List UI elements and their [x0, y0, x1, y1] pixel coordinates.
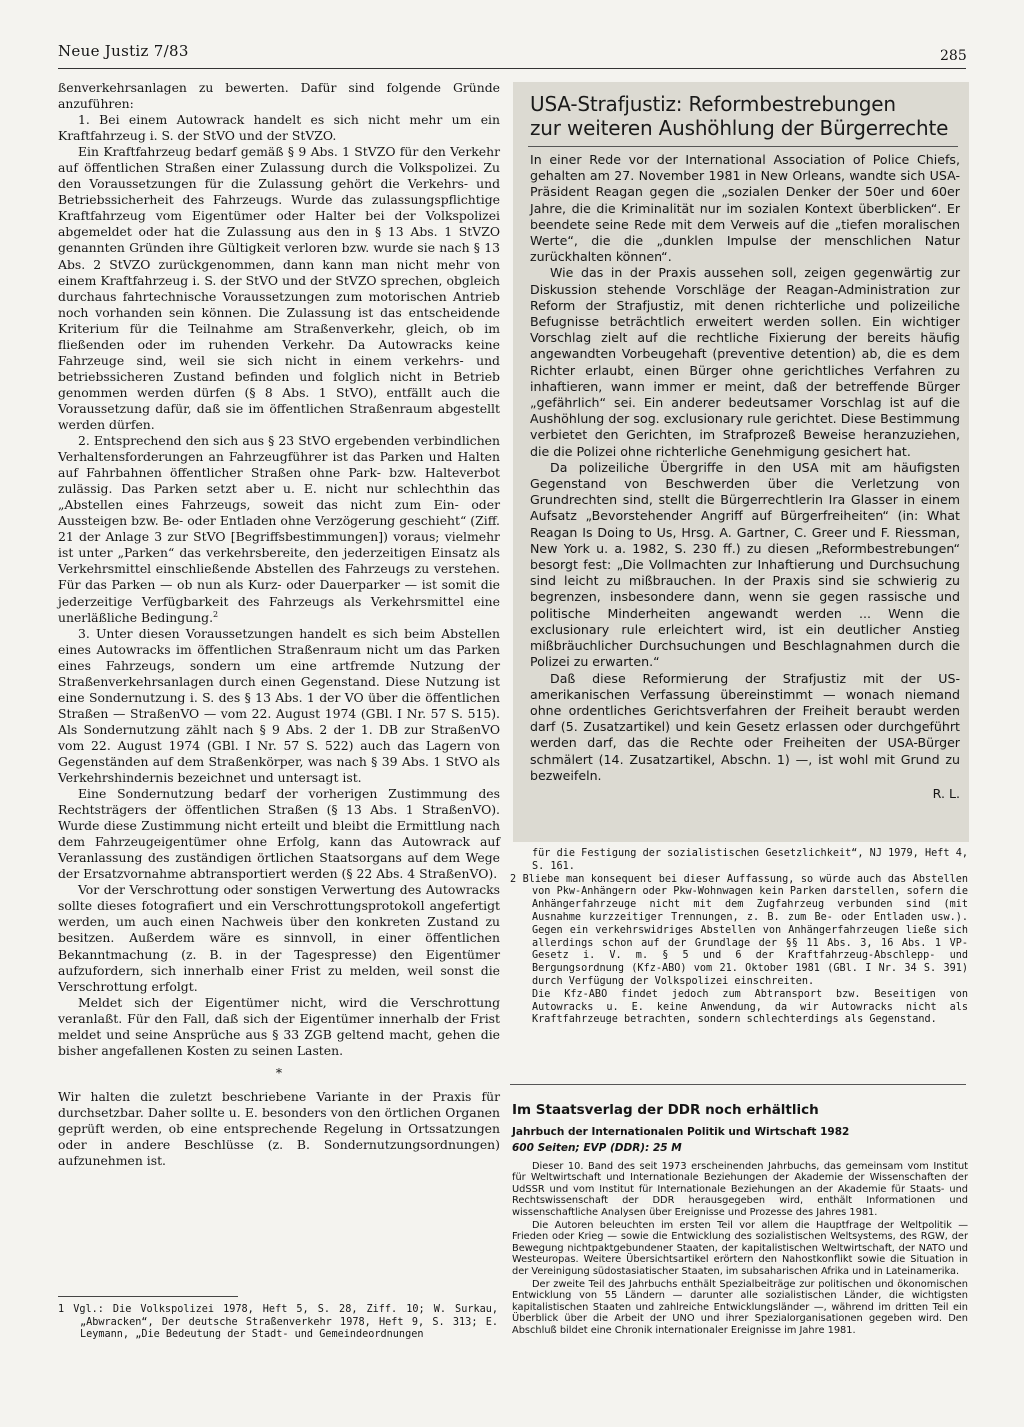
box-paragraph: Wie das in der Praxis aussehen soll, zeigen gegenwärtig zur Diskussion stehende Vorschläge der Reagan-Administration zur Reform der Strafjustiz, mit denen richterliche und polizeiliche Befugnisse beträchtlich erweitert werden sollen. Ein wichtiger Vorschlag zielt auf die rechtliche Fixierung der bereits häufig angewandten Vorbeugehaft (preventive detention) ab, die es dem Richter erlaubt, einen Bürger ohne gerichtliches Verfahren zu inhaftieren, wann immer er meint, daß der betreffende Bürger „gefährlich“ sei. Ein anderer bedeutsamer Vorschlag ist auf die Aushöhlung der sog. exclusionary rule gerichtet. Diese Bestimmung verbietet den Gerichten, im Strafprozeß Beweise heranzuziehen, die die Polizei ohne richterliche Genehmigung gesichert hat. [530, 265, 960, 459]
box-paragraph: Daß diese Reformierung der Strafjustiz mit der US-amerikanischen Verfassung übereinstimmt — wonach niemand ohne ordentliches Gerichtsverfahren der Freiheit beraubt werden darf (5. Zusatzartikel) und kein Gesetz erlassen oder durchgeführt werden darf, das die Rechte oder Freiheiten der USA-Bürger schmälert (14. Zusatzartikel, Abschn. 1) —, ist wohl mit Grund zu bezweifeln. [530, 670, 960, 783]
footnote-1-continuation: für die Festigung der sozialistischen Gesetzlichkeit“, NJ 1979, Heft 4, S. 161. [532, 848, 968, 872]
paragraph: Meldet sich der Eigentümer nicht, wird die Verschrottung veranlaßt. Für den Fall, daß sich der Eigentümer innerhalb der Frist meldet und seine Ansprüche aus § 33 ZGB geltend macht, gehen die bisher angefallenen Kosten zu seinen Lasten. [58, 994, 500, 1058]
box-paragraph: In einer Rede vor der International Association of Police Chiefs, gehalten am 27. November 1981 in New Orleans, wandte sich USA-Präsident Reagan gegen die „sozialen Denker der 50er und 60er Jahre, die die Kriminalität nur im sozialen Kontext überblicken“. Er beendete seine Rede mit dem Verweis auf die „tiefen moralischen Werte“, die die „dunklen Impulse der menschlichen Natur zurückhalten können“. [530, 152, 960, 265]
footnote-rule [58, 1296, 238, 1297]
box-title-line: USA-Strafjustiz: Reformbestrebungen [530, 92, 896, 116]
publisher-heading: Im Staatsverlag der DDR noch erhältlich [512, 1102, 819, 1118]
box-paragraph: Da polizeiliche Übergriffe in den USA mit am häufigsten Gegenstand von Beschwerden über die Verletzung von Grundrechten sind, stellt die Bürgerrechtlerin Ira Glasser in einem Aufsatz „Bevorstehender Angriff auf Bürgerfreiheiten“ (in: What Reagan Is Doing to Us, Hrsg. A. Gartner, C. Greer und F. Riessman, New York u. a. 1982, S. 230 ff.) zu diesen „Reformbestrebungen“ besorgt fest: „Die Vollmachten zur Inhaftierung und Durchsuchung sind leicht zu mißbrauchen. In der Praxis sind sie schwierig zu begrenzen, insbesondere dann, wenn sie gegen rassische und politische Minderheiten angewandt werden ... Wenn die exclusionary rule erleichtert wird, ist ein deutlicher Anstieg mißbräuchlicher Durchsuchungen und Beschlagnahmen durch die Polizei zu erwarten.“ [530, 459, 960, 670]
publisher-paragraph: Der zweite Teil des Jahrbuchs enthält Spezialbeiträge zur politischen und ökonomischen Entwicklung von 55 Ländern — darunter alle sozialistischen Länder, die wichtigsten kapitalistischen Staaten und zahlreiche Entwicklungsländer —, während im dritten Teil ein Überblick über die Arbeit der UNO und ihrer Spezialorganisationen gegeben wird. Den Abschluß bildet eine Chronik internationaler Ereignisse im Jahre 1981. [512, 1279, 968, 1336]
paragraph: ßenverkehrsanlagen zu bewerten. Dafür sind folgende Gründe anzuführen: [58, 80, 500, 112]
box-signature: R. L. [932, 785, 960, 801]
paragraph: 3. Unter diesen Voraussetzungen handelt es sich beim Abstellen eines Autowracks im öffentlichen Straßenraum nicht um das Parken eines Fahrzeugs, sondern um eine artfremde Nutzung der Straßenverkehrsanlagen durch einen Gegenstand. Diese Nutzung ist eine Sondernutzung i. S. des § 13 Abs. 1 der VO über die öffentlichen Straßen — StraßenVO — vom 22. August 1974 (GBl. I Nr. 57 S. 515). Als Sondernutzung zählt nach § 9 Abs. 2 der 1. DB zur StraßenVO vom 22. August 1974 (GBl. I Nr. 57 S. 522) auch das Lagern von Gegenständen auf dem Straßenkörper, was nach § 39 Abs. 1 StVO als Verkehrshindernis bezeichnet und untersagt ist. [58, 625, 500, 786]
box-body [530, 152, 960, 802]
left-column [58, 80, 500, 1169]
footnote-reference: 2 [213, 609, 219, 619]
footnotes-left [58, 1304, 498, 1342]
journal-header: Neue Justiz 7/83 [58, 42, 189, 60]
section-separator: * [275, 1064, 283, 1080]
footnote-1: 1 Vgl.: Die Volkspolizei 1978, Heft 5, S. 28, Ziff. 10; W. Surkau, „Abwracken“, Der deutsche Straßenverkehr 1978, Heft 9, S. 313; E. Leymann, „Die Bedeutung der Stadt- und Gemeindeordnungen [58, 1304, 498, 1341]
footnotes-right [510, 848, 968, 1027]
book-title: Jahrbuch der Internationalen Politik und Wirtschaft 1982 [512, 1126, 850, 1138]
section-rule [510, 1084, 966, 1085]
paragraph: 1. Bei einem Autowrack handelt es sich nicht mehr um ein Kraftfahrzeug i. S. der StVO und der StVZO. [58, 112, 500, 144]
box-title-rule [528, 146, 958, 147]
publisher-body [512, 1161, 968, 1338]
box-title-line: zur weiteren Aushöhlung der Bürgerrechte [530, 116, 949, 140]
footnote-2: 2 Bliebe man konsequent bei dieser Auffassung, so würde auch das Abstellen von Pkw-Anhängern oder Pkw-Wohnwagen kein Parken darstellen, sofern die Anhängerfahrzeuge nicht mit dem Zugfahrzeug verbunden sind (mit Ausnahme kurzzeitiger Trennungen, z. B. zum Be- oder Entladen usw.). Gegen ein verkehrswidriges Abstellen von Anhängerfahrzeugen ließe sich allerdings schon auf der Grundlage der §§ 11 Abs. 3, 16 Abs. 1 VP-Gesetz i. V. m. § 5 und 6 der Kraftfahrzeug-Abschlepp- und Bergungsordnung (Kfz-ABO) vom 21. Oktober 1981 (GBl. I Nr. 34 S. 391) durch Verfügung der Volkspolizei einschreiten. [510, 873, 968, 987]
box-title [530, 92, 960, 140]
page-number: 285 [940, 48, 967, 64]
paragraph-text: 2. Entsprechend den sich aus § 23 StVO ergebenden verbindlichen Verhaltensforderungen an Fahrzeugführer ist das Parken und Halten auf Fahrbahnen öffentlicher Straßen ohne Park- bzw. Halteverbot zulässig. Das Parken setzt aber u. E. nicht nur schlechthin das „Abstellen eines Fahrzeugs, soweit das nicht zum Ein- oder Aussteigen bzw. Be- oder Entladen ohne Verzögerung geschieht“ (Ziff. 21 der Anlage 3 zur StVO [Begriffsbestimmungen]) voraus; vielmehr ist unter „Parken“ das verkehrsbereite, den jederzeitigen Einsatz als Verkehrsmittel einschließende Abstellen des Fahrzeugs zu verstehen. Für das Parken — ob nun als Kurz- oder Dauerparker — ist somit die jederzeitige Verfügbarkeit des Fahrzeugs als Verkehrsmittel eine unerläßliche Bedingung. [58, 433, 500, 625]
book-meta: 600 Seiten; EVP (DDR): 25 M [512, 1142, 682, 1154]
closing-paragraph: Wir halten die zuletzt beschriebene Variante in der Praxis für durchsetzbar. Daher sollte u. E. besonders von den örtlichen Organen geprüft werden, ob eine entsprechende Regelung in Ortssatzungen oder in andere Beschlüsse (z. B. Sondernutzungsordnungen) aufzunehmen ist. [58, 1088, 500, 1169]
paragraph [58, 433, 500, 626]
paragraph: Vor der Verschrottung oder sonstigen Verwertung des Autowracks sollte dieses fotografiert und ein Verschrottungsprotokoll angefertigt werden, um auch einen Nachweis über den konkreten Zustand zu besitzen. Außerdem wäre es sinnvoll, in einer öffentlichen Bekanntmachung (z. B. in der Tagespresse) den Eigentümer aufzufordern, sich innerhalb einer Frist zu melden, weil sonst die Verschrottung erfolgt. [58, 882, 500, 994]
header-rule [58, 68, 966, 69]
publisher-paragraph: Die Autoren beleuchten im ersten Teil vor allem die Hauptfrage der Weltpolitik — Frieden oder Krieg — sowie die Entwicklung des sozialistischen Weltsystems, des RGW, der Bewegung nichtpaktgebundener Staaten, der kapitalistischen Weltwirtschaft, der NATO und Westeuropas. Weitere Übersichtsartikel erörtern den Nahostkonflikt sowie die Situation in der Vereinigung südostasiatischer Staaten, im subsaharischen Afrika und in Lateinamerika. [512, 1220, 968, 1277]
paragraph: Eine Sondernutzung bedarf der vorherigen Zustimmung des Rechtsträgers der öffentlichen Straßen (§ 13 Abs. 1 StraßenVO). Wurde diese Zustimmung nicht erteilt und bleibt die Ermittlung nach dem Fahrzeugeigentümer ohne Erfolg, kann das Autowrack auf Veranlassung des zuständigen örtlichen Staatsorgans auf dem Wege der Ersatzvornahme abtransportiert werden (§ 22 Abs. 4 StraßenVO). [58, 786, 500, 882]
publisher-paragraph: Dieser 10. Band des seit 1973 erscheinenden Jahrbuchs, das gemeinsam vom Institut für Weltwirtschaft und Internationale Beziehungen der Akademie der Wissenschaften der UdSSR und vom Institut für Internationale Beziehungen an der Akademie für Staats- und Rechtswissenschaft der DDR herausgegeben wird, enthält Informationen und wissenschaftliche Analysen über Ereignisse und Prozesse des Jahres 1981. [512, 1161, 968, 1218]
footnote-2-continuation: Die Kfz-ABO findet jedoch zum Abtransport bzw. Beseitigen von Autowracks u. E. keine Anwendung, da wir Autowracks nicht als Kraftfahrzeuge betrachten, sondern schlechterdings als Gegenstand. [532, 988, 968, 1026]
paragraph: Ein Kraftfahrzeug bedarf gemäß § 9 Abs. 1 StVZO für den Verkehr auf öffentlichen Straßen einer Zulassung durch die Volkspolizei. Zu den Voraussetzungen für die Zulassung gehört die Verkehrs- und Betriebssicherheit des Fahrzeugs. Wurde das zulassungspflichtige Kraftfahrzeug vom Eigentümer oder Halter bei der Volkspolizei abgemeldet oder hat die Zulassung aus den in § 13 Abs. 1 StVZO genannten Gründen ihre Gültigkeit verloren bzw. wurde sie nach § 13 Abs. 2 StVZO zurückgenommen, dann kann man nicht mehr von einem Kraftfahrzeug i. S. der StVO und der StVZO sprechen, obgleich durchaus fahrtechnische Voraussetzungen zum motorischen Antrieb noch vorhanden sein können. Die Zulassung ist das entscheidende Kriterium für die Teilnahme am Straßenverkehr, gleich, ob im fließenden oder im ruhenden Verkehr. Da Autowracks keine Fahrzeuge sind, weil sie sich nicht in einem verkehrs- und betriebssicheren Zustand befinden und folglich nicht in Betrieb genommen werden dürfen (§ 8 Abs. 1 StVO), entfällt auch die Voraussetzung dafür, daß sie im öffentlichen Straßenraum abgestellt werden dürfen. [58, 144, 500, 432]
